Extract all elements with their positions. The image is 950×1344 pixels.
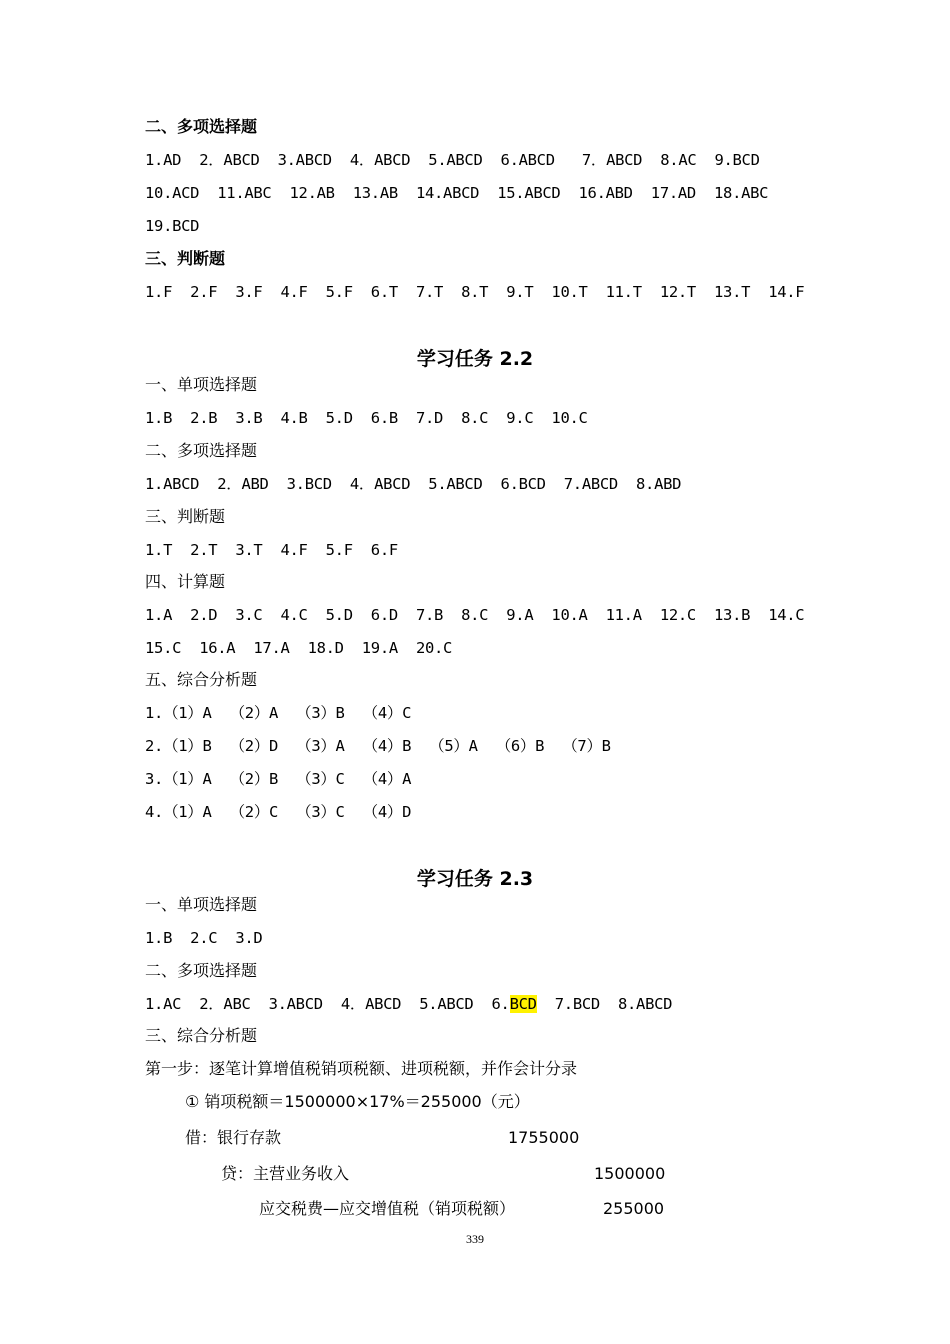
answer-line: 1.B 2.B 3.B 4.B 5.D 6.B 7.D 8.C 9.C 10.C [145, 409, 588, 427]
single-choice-heading: 一、单项选择题 [145, 895, 258, 914]
credit-entry-label: 应交税费—应交增值税（销项税额） [259, 1199, 516, 1218]
answer-line: 1.A 2.D 3.C 4.C 5.D 6.D 7.B 8.C 9.A 10.A 11.A 12.C 13.B 14.C [145, 606, 805, 624]
judgement-heading: 三、判断题 [145, 249, 226, 268]
answer-line [145, 994, 672, 1014]
highlighted-answer: BCD [509, 995, 537, 1013]
answer-line: 1.AD 2．ABCD 3.ABCD 4．ABCD 5.ABCD 6.ABCD 7．ABCD 8.AC 9.BCD [145, 151, 760, 169]
comprehensive-heading: 三、综合分析题 [145, 1026, 258, 1045]
multi-choice-heading: 二、多项选择题 [145, 117, 258, 136]
answer-line: 19.BCD [145, 217, 200, 235]
answer-line: 1.（1）A （2）A （3）B （4）C [145, 704, 412, 722]
section-title-2-3: 学习任务 2.3 [416, 868, 534, 890]
multi-choice-heading: 二、多项选择题 [145, 441, 258, 460]
comprehensive-heading: 五、综合分析题 [145, 670, 258, 689]
calculation-line: ① 销项税额＝1500000×17%＝255000（元） [185, 1092, 530, 1111]
answer-line: 3.（1）A （2）B （3）C （4）A [145, 770, 412, 788]
answer-line: 1.B 2.C 3.D [145, 929, 263, 947]
multi-choice-heading: 二、多项选择题 [145, 961, 258, 980]
debit-entry-amount: 1755000 [508, 1128, 580, 1147]
answer-line: 2.（1）B （2）D （3）A （4）B （5）A （6）B （7）B [145, 737, 611, 755]
page-number: 339 [466, 1232, 484, 1246]
answer-line: 4.（1）A （2）C （3）C （4）D [145, 803, 412, 821]
credit-entry-amount: 1500000 [594, 1164, 666, 1183]
calculation-heading: 四、计算题 [145, 572, 226, 591]
credit-entry-amount: 255000 [603, 1199, 665, 1218]
single-choice-heading: 一、单项选择题 [145, 375, 258, 394]
answer-text: 1.AC 2．ABC 3.ABCD 4．ABCD 5.ABCD 6. [145, 995, 510, 1013]
debit-entry-label: 借：银行存款 [185, 1128, 282, 1147]
answer-line: 15.C 16.A 17.A 18.D 19.A 20.C [145, 639, 453, 657]
credit-entry-label: 贷：主营业务收入 [221, 1164, 350, 1183]
answer-line: 1.T 2.T 3.T 4.F 5.F 6.F [145, 541, 398, 559]
answer-text: 7.BCD 8.ABCD [536, 995, 673, 1013]
answer-line: 1.ABCD 2．ABD 3.BCD 4．ABCD 5.ABCD 6.BCD 7.ABCD 8.ABD [145, 475, 682, 493]
judgement-heading: 三、判断题 [145, 507, 226, 526]
step-description: 第一步：逐笔计算增值税销项税额、进项税额，并作会计分录 [145, 1059, 578, 1078]
answer-line: 10.ACD 11.ABC 12.AB 13.AB 14.ABCD 15.ABCD 16.ABD 17.AD 18.ABC [145, 184, 769, 202]
answer-line: 1.F 2.F 3.F 4.F 5.F 6.T 7.T 8.T 9.T 10.T 11.T 12.T 13.T 14.F [145, 283, 805, 301]
section-title-2-2: 学习任务 2.2 [416, 348, 534, 370]
